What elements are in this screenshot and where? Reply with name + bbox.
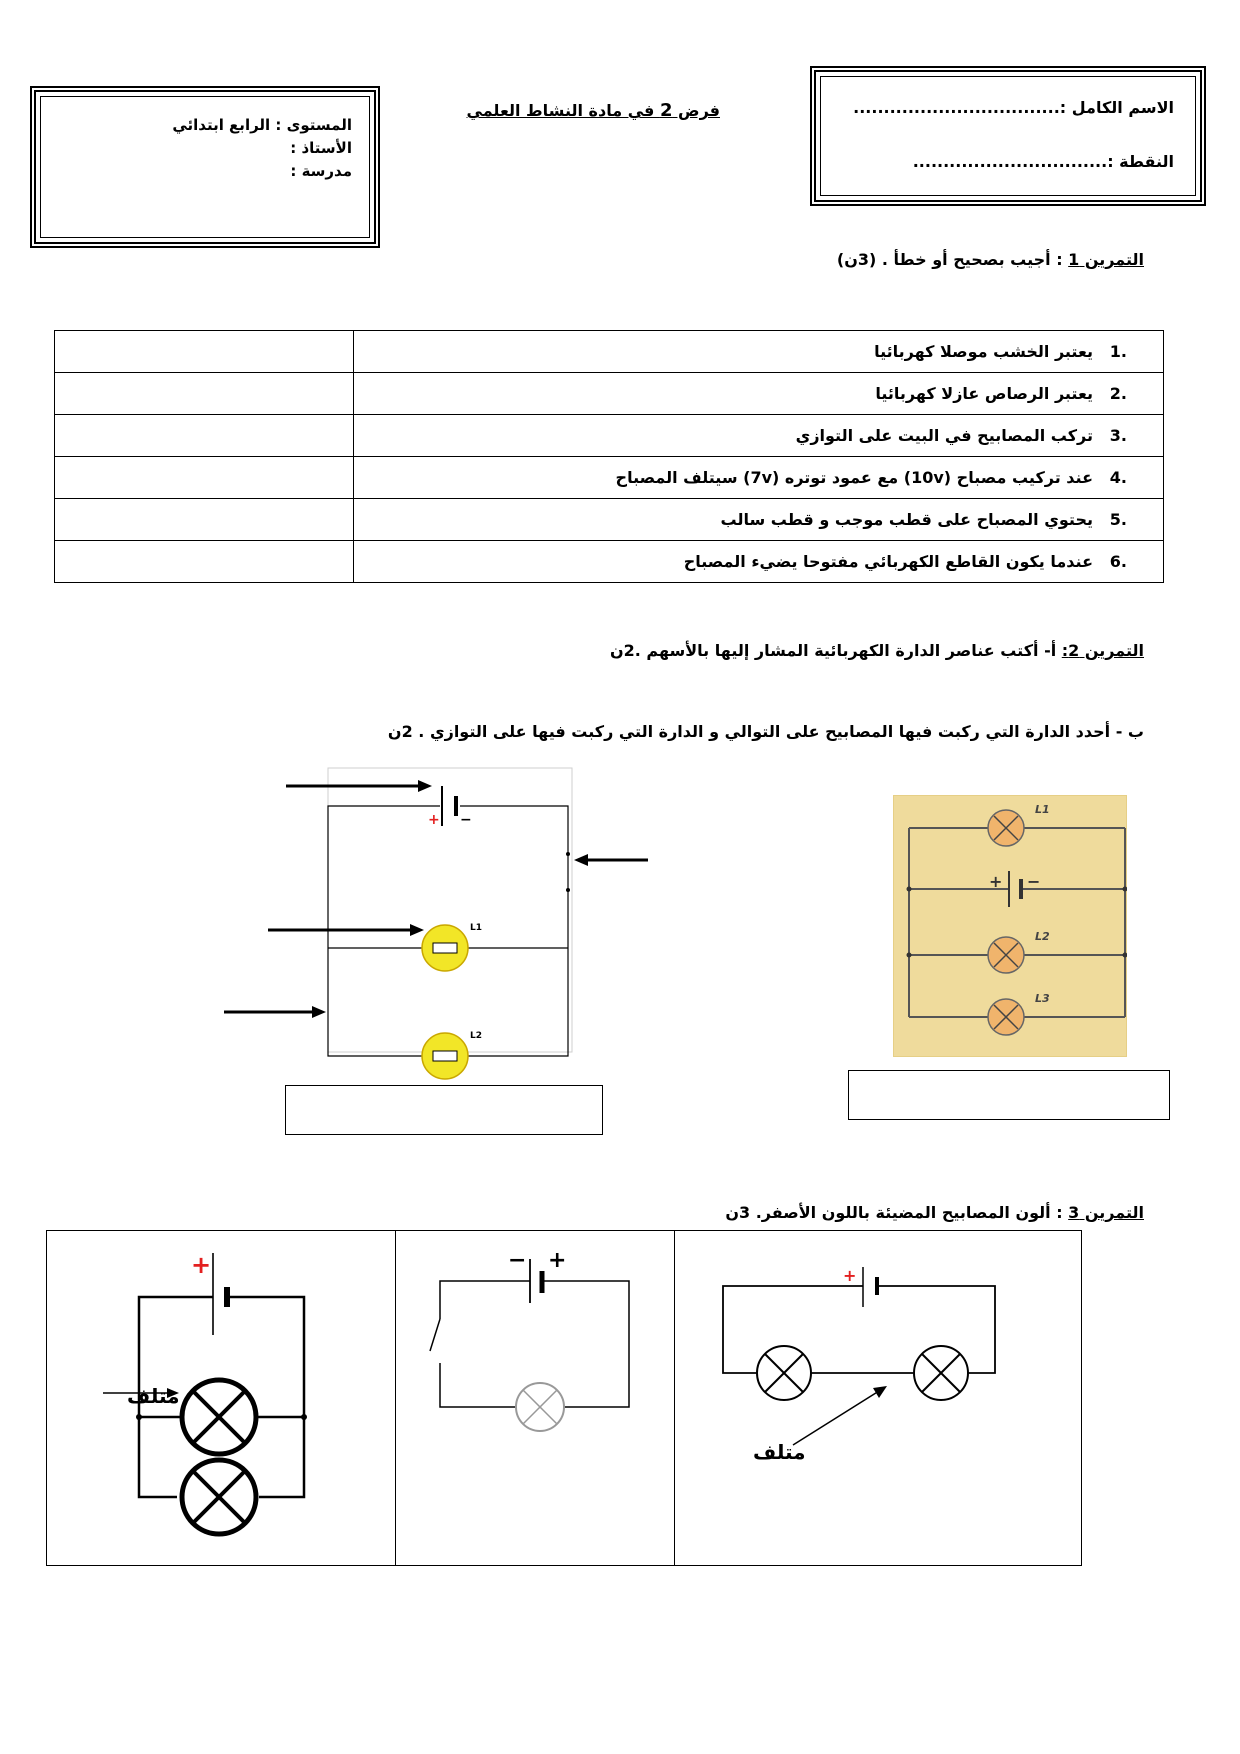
statement-number: .2 xyxy=(1109,384,1127,403)
ex2-part-a: أ- أكتب عناصر الدارة الكهربائية المشار إليها بالأسهم .2ن xyxy=(609,641,1062,660)
svg-text:L1: L1 xyxy=(470,923,482,933)
ex2-part-b: ب - أحدد الدارة التي ركبت فيها المصابيح على التوالي و الدارة التي ركبت فيها على التوازي . 2ن xyxy=(387,722,1144,741)
lamp-icon xyxy=(422,1031,482,1079)
statement-text: عندما يكون القاطع الكهربائي مفتوحا يضيء المصباح xyxy=(683,552,1093,571)
answer-cell[interactable] xyxy=(55,541,354,583)
ex1-label: التمرين 1 xyxy=(1068,250,1144,269)
statement-text: يعتبر الرصاص عازلا كهربائيا xyxy=(875,384,1093,403)
ex1-heading xyxy=(837,250,1144,269)
ex3-instruction: : ألون المصابيح المضيئة باللون الأصفر. 3ن xyxy=(725,1203,1069,1222)
damaged-label: متلف xyxy=(753,1440,806,1464)
statement-cell xyxy=(354,373,1164,415)
svg-text:L2: L2 xyxy=(470,1031,482,1041)
statement-cell xyxy=(354,499,1164,541)
answer-box-circuit-b[interactable] xyxy=(848,1070,1170,1120)
statement-text: يحتوي المصباح على قطب موجب و قطب سالب xyxy=(720,510,1093,529)
circuit-diagram-a xyxy=(200,762,660,1092)
lamp-icon xyxy=(988,999,1024,1035)
level-text: المستوى : الرابع ابتدائي xyxy=(172,116,352,134)
statement-number: .6 xyxy=(1109,552,1127,571)
statement-cell xyxy=(354,331,1164,373)
table-row xyxy=(55,541,1164,583)
answer-cell[interactable] xyxy=(55,373,354,415)
ex3-label: التمرين 3 xyxy=(1068,1203,1144,1222)
plus-sign: + xyxy=(428,812,440,828)
svg-text:−: − xyxy=(1027,872,1041,891)
arrow-icon xyxy=(224,1006,326,1018)
ex1-instruction: : أجيب بصحيح أو خطأ . (3ن) xyxy=(836,250,1069,269)
svg-text:+: + xyxy=(843,1266,857,1285)
ex3-heading xyxy=(725,1203,1144,1222)
table-row xyxy=(55,373,1164,415)
school-info-box xyxy=(30,86,380,248)
ex3-circuit-switch xyxy=(396,1231,673,1565)
table-row xyxy=(55,415,1164,457)
table-row xyxy=(55,499,1164,541)
statement-cell xyxy=(354,541,1164,583)
statement-text: عند تركيب مصباح (10v) مع عمود توتره (7v) سيتلف المصباح xyxy=(615,468,1093,487)
name-label: الاسم الكامل : xyxy=(1059,98,1174,117)
statement-cell xyxy=(354,457,1164,499)
answer-box-circuit-a[interactable] xyxy=(285,1085,603,1135)
minus-sign: − xyxy=(460,812,472,828)
statement-number: .4 xyxy=(1109,468,1127,487)
statement-text: يعتبر الخشب موصلا كهربائيا xyxy=(874,342,1093,361)
answer-cell[interactable] xyxy=(55,499,354,541)
statement-cell xyxy=(354,415,1164,457)
grade-line xyxy=(913,152,1174,171)
ex3-circuit-series xyxy=(675,1231,1081,1565)
answer-cell[interactable] xyxy=(55,331,354,373)
lamp-icon xyxy=(988,937,1024,973)
ex2-label: التمرين 2: xyxy=(1061,641,1144,660)
grade-label: النقطة : xyxy=(1107,152,1174,171)
answer-cell[interactable] xyxy=(55,457,354,499)
lamp-icon xyxy=(914,1346,968,1400)
damaged-label: متلف xyxy=(127,1384,180,1408)
lamp-icon xyxy=(988,810,1024,846)
lamp-label-l3: L3 xyxy=(1035,992,1050,1005)
lamp-icon xyxy=(182,1380,256,1454)
table-row xyxy=(55,457,1164,499)
lamp-label-l1: L1 xyxy=(1035,803,1050,816)
ex2-heading xyxy=(610,641,1144,660)
lamp-label-l2: L2 xyxy=(1035,930,1050,943)
name-line xyxy=(853,98,1174,117)
svg-text:+: + xyxy=(191,1251,212,1279)
statement-text: تركب المصابيح في البيت على التوازي xyxy=(795,426,1093,445)
statement-number: .3 xyxy=(1109,426,1127,445)
svg-text:−: − xyxy=(508,1248,527,1273)
student-info-box xyxy=(810,66,1206,206)
school-text: مدرسة : xyxy=(290,162,352,180)
arrow-icon xyxy=(574,854,648,866)
switch-lever xyxy=(430,1319,440,1351)
svg-text:+: + xyxy=(989,872,1003,891)
svg-text:+: + xyxy=(548,1248,567,1273)
circuit-photo-b xyxy=(893,795,1127,1057)
lamp-icon xyxy=(182,1460,256,1534)
lamp-icon xyxy=(757,1346,811,1400)
name-dots: .................................. xyxy=(853,98,1060,117)
answer-cell[interactable] xyxy=(55,415,354,457)
exam-title: فرض 2 في مادة النشاط العلمي xyxy=(466,100,720,121)
statement-number: .1 xyxy=(1109,342,1127,361)
statement-number: .5 xyxy=(1109,510,1127,529)
grade-dots: ................................ xyxy=(912,152,1108,171)
ex3-circuit-parallel xyxy=(47,1231,394,1565)
true-false-table xyxy=(54,330,1164,583)
table-row xyxy=(55,331,1164,373)
arrow-icon xyxy=(793,1386,887,1445)
lamp-icon xyxy=(516,1383,564,1431)
teacher-text: الأستاذ : xyxy=(290,139,352,157)
